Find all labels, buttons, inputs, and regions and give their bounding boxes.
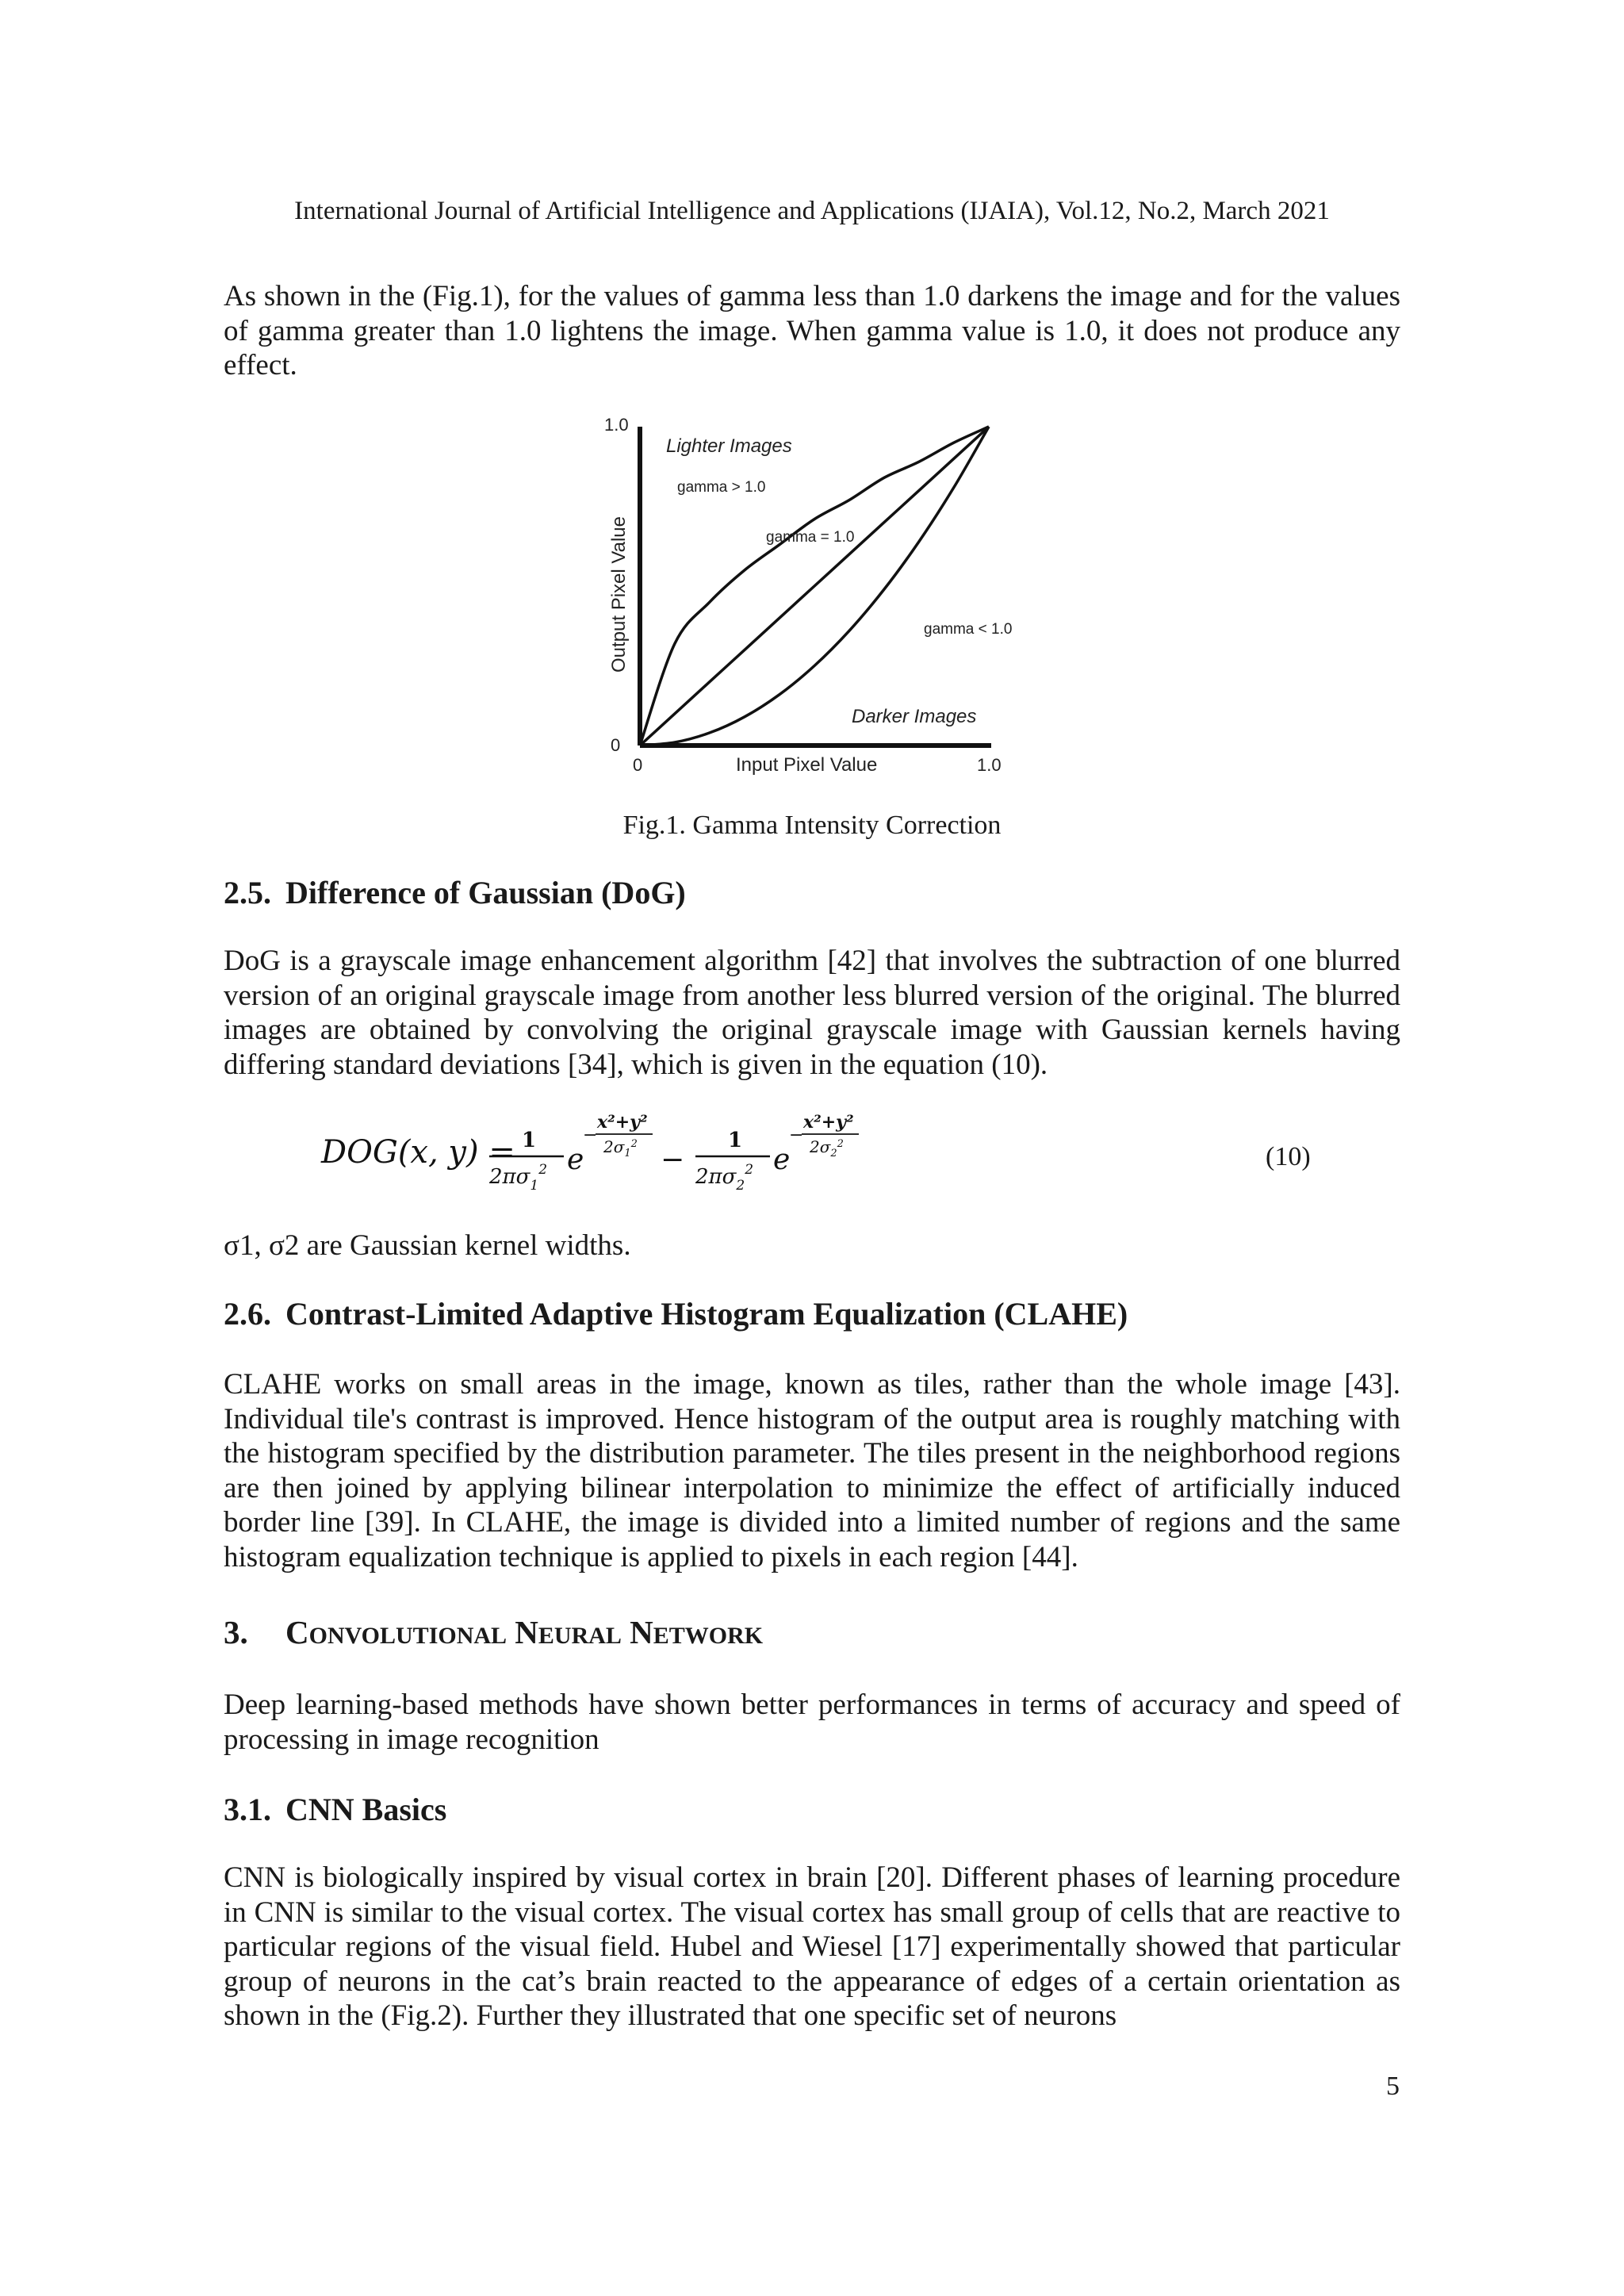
gamma-chart [595,412,1039,785]
x-axis-label: Input Pixel Value [736,754,878,776]
section-heading-2-6 [224,1296,1400,1332]
fraction1-numerator: 1 [522,1129,537,1152]
equation-number: (10) [1266,1142,1311,1171]
clahe-paragraph [224,1367,1400,1574]
darker-images-label: Darker Images [852,706,977,727]
section-number: 3.1. [224,1792,271,1827]
y-tick-label-top: 1.0 [604,415,629,435]
section-title: Difference of Gaussian (DoG) [285,875,686,910]
section-title-word-1: CONVOLUTIONAL [285,1614,508,1650]
cnn-text: Deep learning-based methods have shown better performances in terms of accuracy and speed of processing in image recognition [224,1688,1400,1756]
exp2-numerator: x²+y² [803,1112,854,1133]
section-heading-3 [224,1614,1400,1654]
section-number: 3. [224,1614,248,1650]
equation-graphic [313,1102,932,1213]
fraction2-numerator: 1 [728,1129,743,1152]
equation-dog [313,1102,932,1213]
cnn-paragraph [224,1688,1400,1757]
intro-paragraph [224,279,1400,383]
equation-minus: − [661,1144,685,1176]
lighter-images-label: Lighter Images [666,435,792,457]
gamma-lt-label: gamma < 1.0 [924,621,1013,638]
exp2-denominator: $2\sigma_2^2$ [810,1137,844,1159]
section-heading-2-5 [224,875,1400,911]
dog-paragraph [224,944,1400,1082]
exp1-minus: − [583,1125,598,1145]
gamma-gt-label: gamma > 1.0 [677,479,766,496]
series-group [640,427,989,746]
y-tick-label-zero: 0 [611,735,621,755]
figure-gamma-correction [595,412,1039,785]
exp-base-1: e [567,1144,584,1176]
section-number: 2.6. [224,1296,271,1332]
dog-text: DoG is a grayscale image enhancement algorithm [42] that involves the subtraction of one blurred version of an original grayscale image from another less blurred version of the original. The blurred images are obtained by convolving the original grayscale image with Gaussian kernels having differing standard deviations [34], which is given in the equation (10). [224,945,1400,1081]
clahe-text: CLAHE works on small areas in the image, known as tiles, rather than the whole image [43]. Individual tile's contrast is improved. Hence histogram of the output area is roughly matching with the histogram specified by the distribution parameter. The tiles present in the neighborhood regions are then joined by applying bilinear interpolation to minimize the effect of artificially induced border line [39]. In CLAHE, the image is divided into a limited number of regions and the same histogram equalization technique is applied to pixels in each region [44]. [224,1368,1400,1573]
section-heading-3-1 [224,1792,1400,1828]
running-head: International Journal of Artificial Intelligence and Applications (IJAIA), Vol.12, No.2, March 2021 [294,197,1330,225]
section-title: CNN Basics [285,1792,447,1827]
series-gamma-eq [640,427,989,746]
cnn-basics-paragraph [224,1861,1400,2033]
exp2-minus: − [789,1125,804,1145]
gamma-eq-label: gamma = 1.0 [766,529,855,546]
y-axis-label: Output Pixel Value [608,516,630,673]
fraction1-denominator: $2\pi\sigma_1^2$ [489,1162,548,1194]
x-tick-label-end: 1.0 [977,755,1002,775]
equation-lhs: DOG(x, y) = [321,1134,515,1171]
intro-text: As shown in the (Fig.1), for the values of gamma less than 1.0 darkens the image and for the values of gamma greater than 1.0 lightens the image. When gamma value is 1.0, it does not produce any effect. [224,280,1400,381]
exp1-numerator: x²+y² [597,1112,648,1133]
x-tick-label-zero: 0 [633,755,643,775]
exp1-denominator: $2\sigma_1^2$ [603,1137,638,1159]
figure-caption: Fig.1. Gamma Intensity Correction [622,811,1002,840]
section-title-word-3: NETWORK [630,1614,764,1650]
section-number: 2.5. [224,875,271,910]
cnn-basics-text: CNN is biologically inspired by visual cortex in brain [20]. Different phases of learning procedure in CNN is similar to the visual cortex. The visual cortex has small group of cells that are reactive to particular regions of the visual field. Hubel and Wiesel [17] experimentally showed that particular group of neurons in the cat’s brain reacted to the appearance of edges of a certain orientation as shown in the (Fig.2). Further they illustrated that one specific set of neurons [224,1861,1400,2032]
exp-base-2: e [773,1144,791,1176]
section-title-word-2: NEURAL [515,1614,622,1650]
page-number: 5 [1386,2072,1400,2101]
sigma-paragraph [224,1228,1400,1263]
section-title: Contrast-Limited Adaptive Histogram Equalization (CLAHE) [285,1296,1128,1332]
fraction2-denominator: $2\pi\sigma_2^2$ [695,1162,754,1194]
sigma-text: σ1, σ2 are Gaussian kernel widths. [224,1229,631,1262]
